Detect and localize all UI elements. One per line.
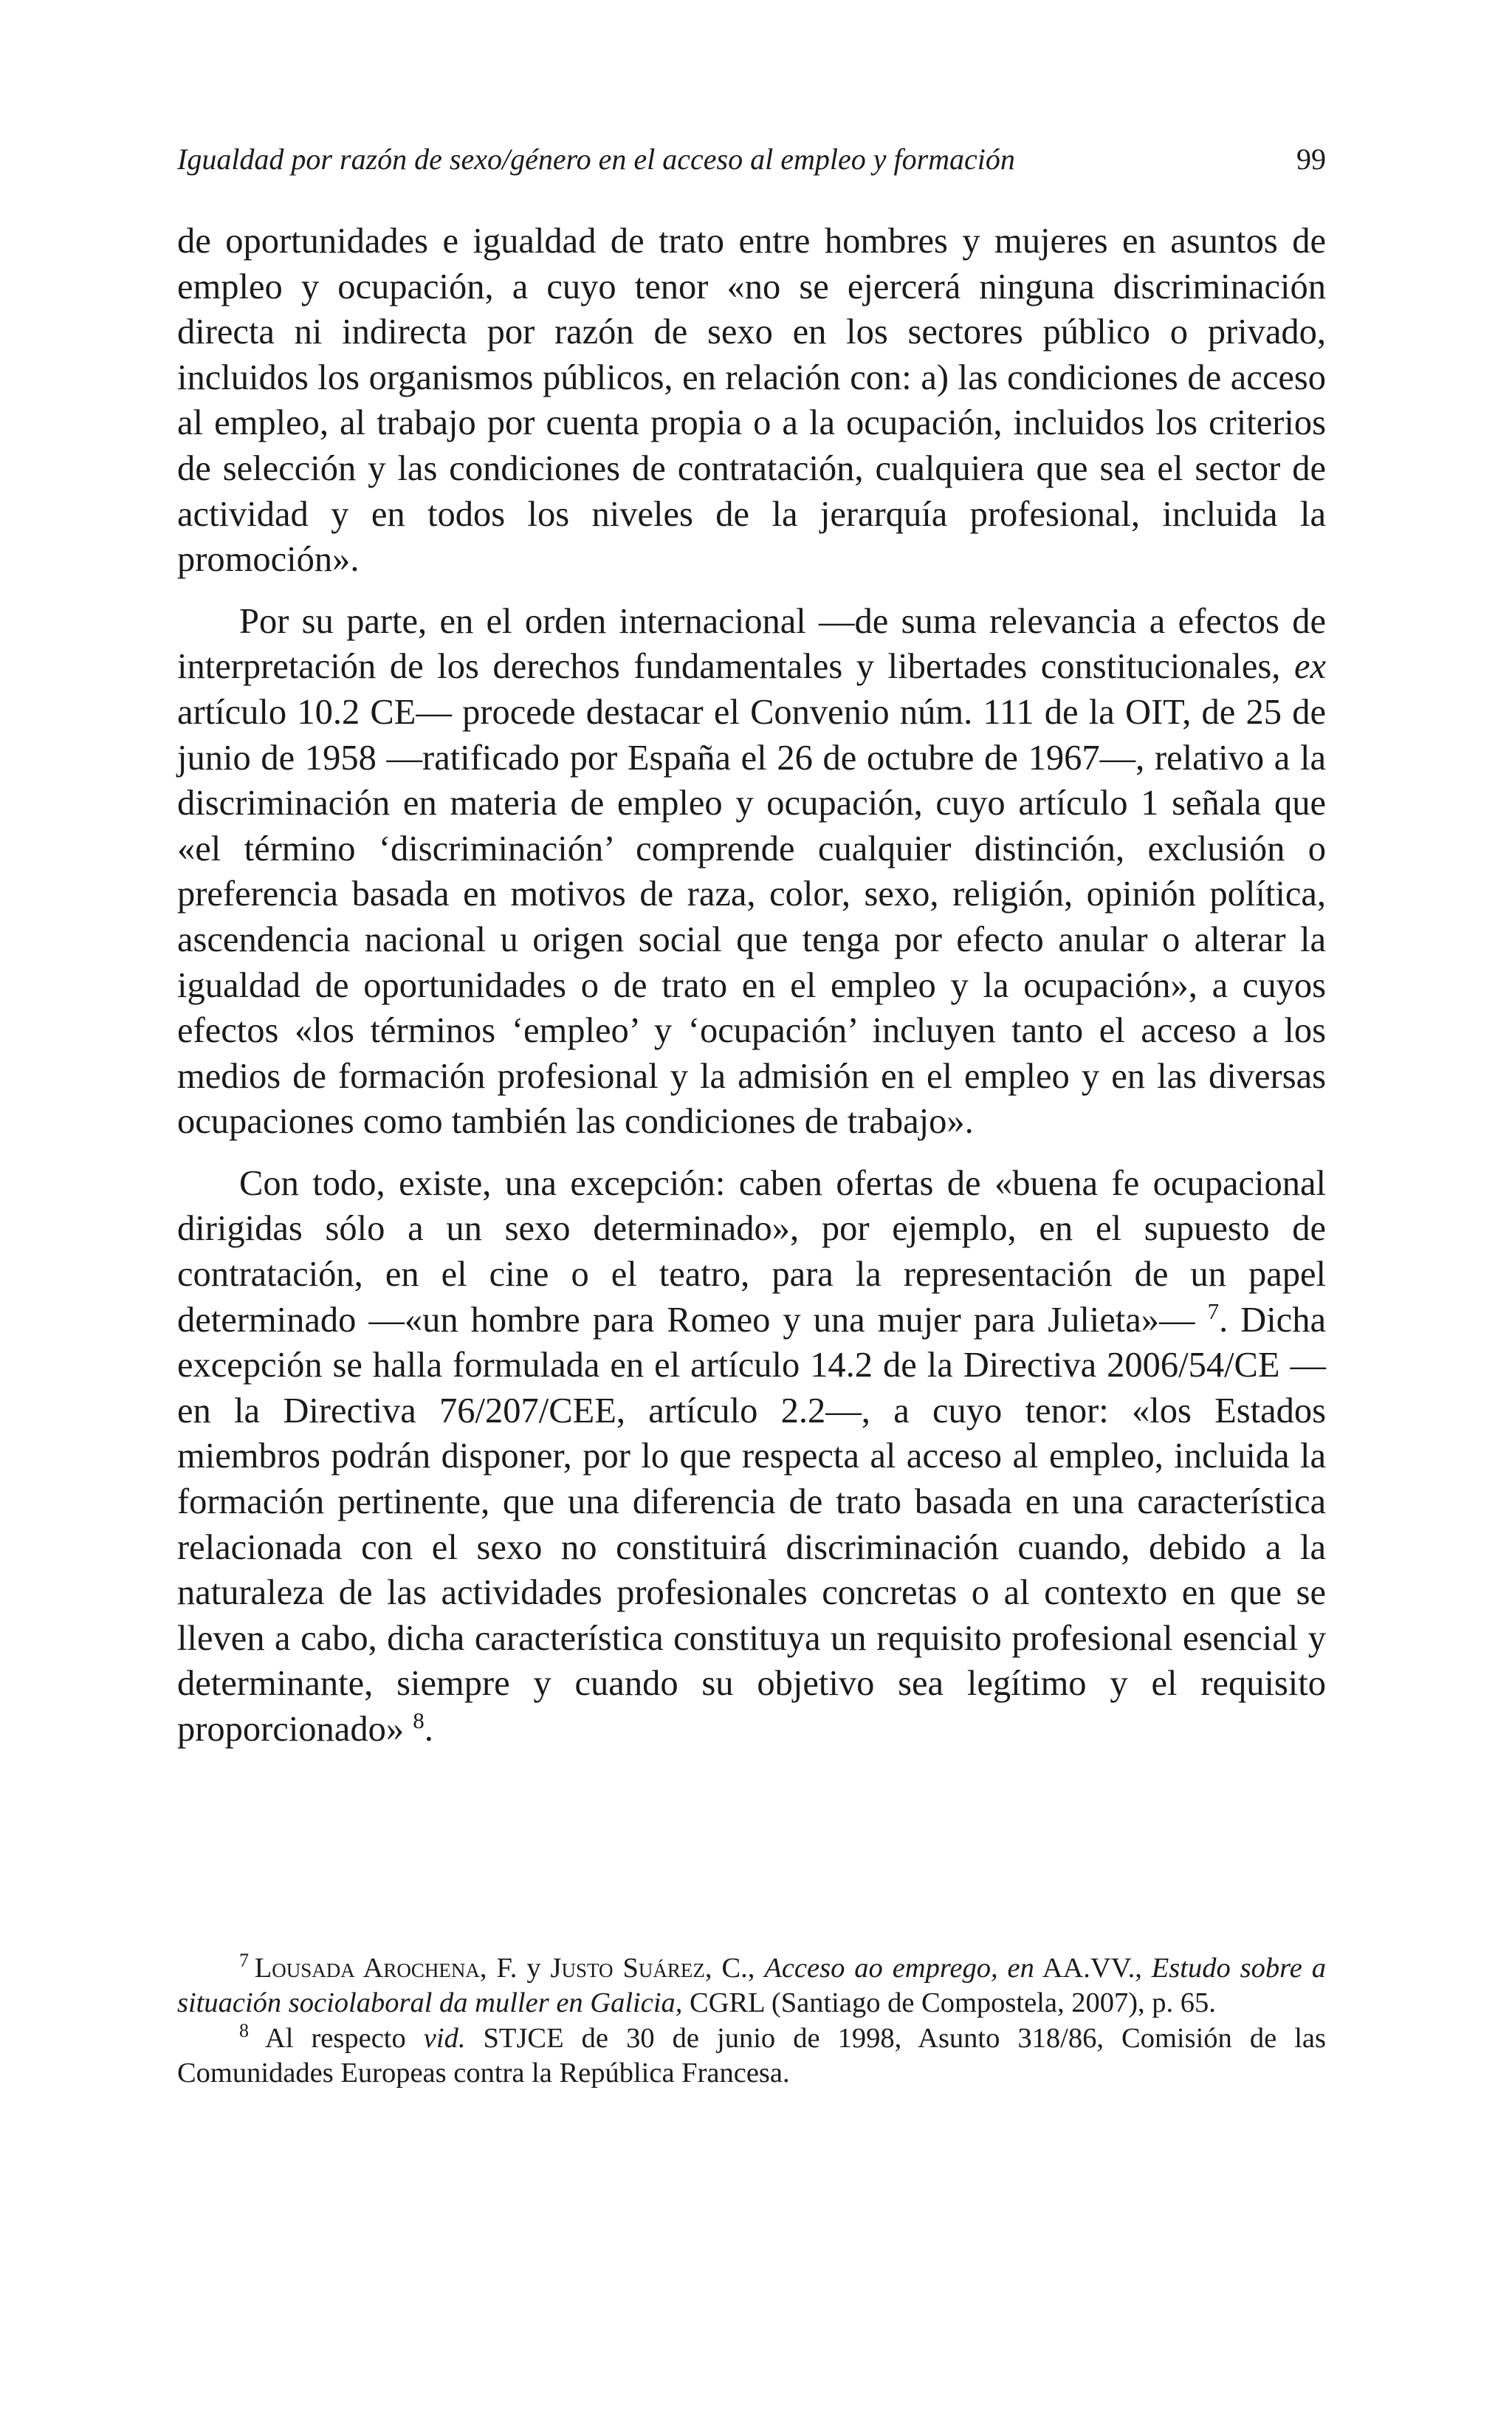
- footnote-7-author-1: Lousada Arochena: [254, 1953, 480, 1984]
- paragraph-3-text-b: . Dicha excepción se halla formulada en el artículo 14.2 de la Directiva 2006/54/CE —en la Directiva 76/207/CEE, artículo 2.2—, a cuyo tenor: «los Estados miembros podrán disponer, por lo que respecta al acceso al empleo, incluida la formación pertinente, que una diferencia de trato basada en una característica relacionada con el sexo no constituirá discriminación cuando, debido a la naturaleza de las actividades profesionales concretas o al contexto en que se lleven a cabo, dicha característica constituya un requisito profesional esencial y determinante, siempre y cuando su objetivo sea legítimo y el requisito proporcionado»: [177, 1300, 1326, 1749]
- footnote-7-book: Estudo sobre a situación sociolaboral da muller en Galicia,: [177, 1953, 1326, 2019]
- paragraph-3: [177, 1161, 1326, 1753]
- running-header: [177, 137, 1326, 182]
- running-title: Igualdad por razón de sexo/género en el acceso al empleo y formación: [177, 143, 1015, 176]
- footnote-7-title: Acceso ao emprego, en: [764, 1953, 1034, 1984]
- footnote-ref-8[interactable]: 8: [413, 1707, 425, 1733]
- footnote-7-mid-2: , C.,: [704, 1953, 765, 1984]
- paragraph-1: [177, 219, 1326, 583]
- paragraph-2-text-b: artículo 10.2 CE— procede destacar el Convenio núm. 111 de la OIT, de 25 de junio de 1958 —ratificado por España el 26 de octubre de 1967—, relativo a la discriminación en materia de empleo y ocupación, cuyo artículo 1 señala que «el término ‘discriminación’ comprende cualquier distinción, exclusión o preferencia basada en motivos de raza, color, sexo, religión, opinión política, ascendencia nacional u origen social que tenga por efecto anular o alterar la igualdad de oportunidades o de trato en el empleo y la ocupación», a cuyos efectos «los términos ‘empleo’ y ‘ocupación’ incluyen tanto el acceso a los medios de formación profesional y la admisión en el empleo y en las diversas ocupaciones como también las condiciones de trabajo».: [177, 692, 1326, 1142]
- footnote-8-marker: 8: [239, 2019, 249, 2041]
- footnote-7: [177, 1951, 1326, 2021]
- paragraph-2-text-a: Por su parte, en el orden internacional —de suma relevancia a efectos de interpretación de los derechos fundamentales y libertades constitucionales,: [177, 601, 1326, 687]
- footnote-8-pre: Al respecto: [249, 2022, 424, 2054]
- page-number: 99: [1296, 143, 1326, 176]
- footnote-7-author-2: Justo Suárez: [550, 1953, 705, 1984]
- footnote-ref-7[interactable]: 7: [1207, 1298, 1220, 1324]
- footnotes: [177, 1951, 1326, 2091]
- footnote-7-mid-3: AA.VV.,: [1034, 1953, 1152, 1984]
- paragraph-3-text-c: .: [424, 1710, 433, 1749]
- paragraph-3-text-a: Con todo, existe, una excepción: caben ofertas de «buena fe ocupacional dirigidas sólo a un sexo determinado», por ejemplo, en el supuesto de contratación, en el cine o el teatro, para la representación de un papel determinado —«un hombre para Romeo y una mujer para Julieta»—: [177, 1163, 1326, 1340]
- footnote-7-marker: 7: [239, 1950, 249, 1972]
- paragraph-1-text: de oportunidades e igualdad de trato entre hombres y mujeres en asuntos de empleo y ocupación, a cuyo tenor «no se ejercerá ninguna discriminación directa ni indirecta por razón de sexo en los sectores público o privado, incluidos los organismos públicos, en relación con: a) las condiciones de acceso al empleo, al trabajo por cuenta propia o a la ocupación, incluidos los criterios de selección y las condiciones de contratación, cualquiera que sea el sector de actividad y en todos los niveles de la jerarquía profesional, incluida la promoción».: [177, 222, 1326, 580]
- footnote-7-mid-1: , F. y: [479, 1953, 551, 1984]
- latin-ex: ex: [1293, 647, 1326, 687]
- footnote-8-rest: STJCE de 30 de junio de 1998, Asunto 318/86, Comisión de las Comunidades Europeas contra la República Francesa.: [177, 2022, 1326, 2089]
- footnote-7-rest: CGRL (Santiago de Compostela, 2007), p. 65.: [682, 1987, 1216, 2019]
- paragraph-2: [177, 599, 1326, 1145]
- footnote-8-vid: vid.: [423, 2022, 466, 2054]
- body-text: [177, 219, 1326, 1753]
- footnote-8: [177, 2021, 1326, 2091]
